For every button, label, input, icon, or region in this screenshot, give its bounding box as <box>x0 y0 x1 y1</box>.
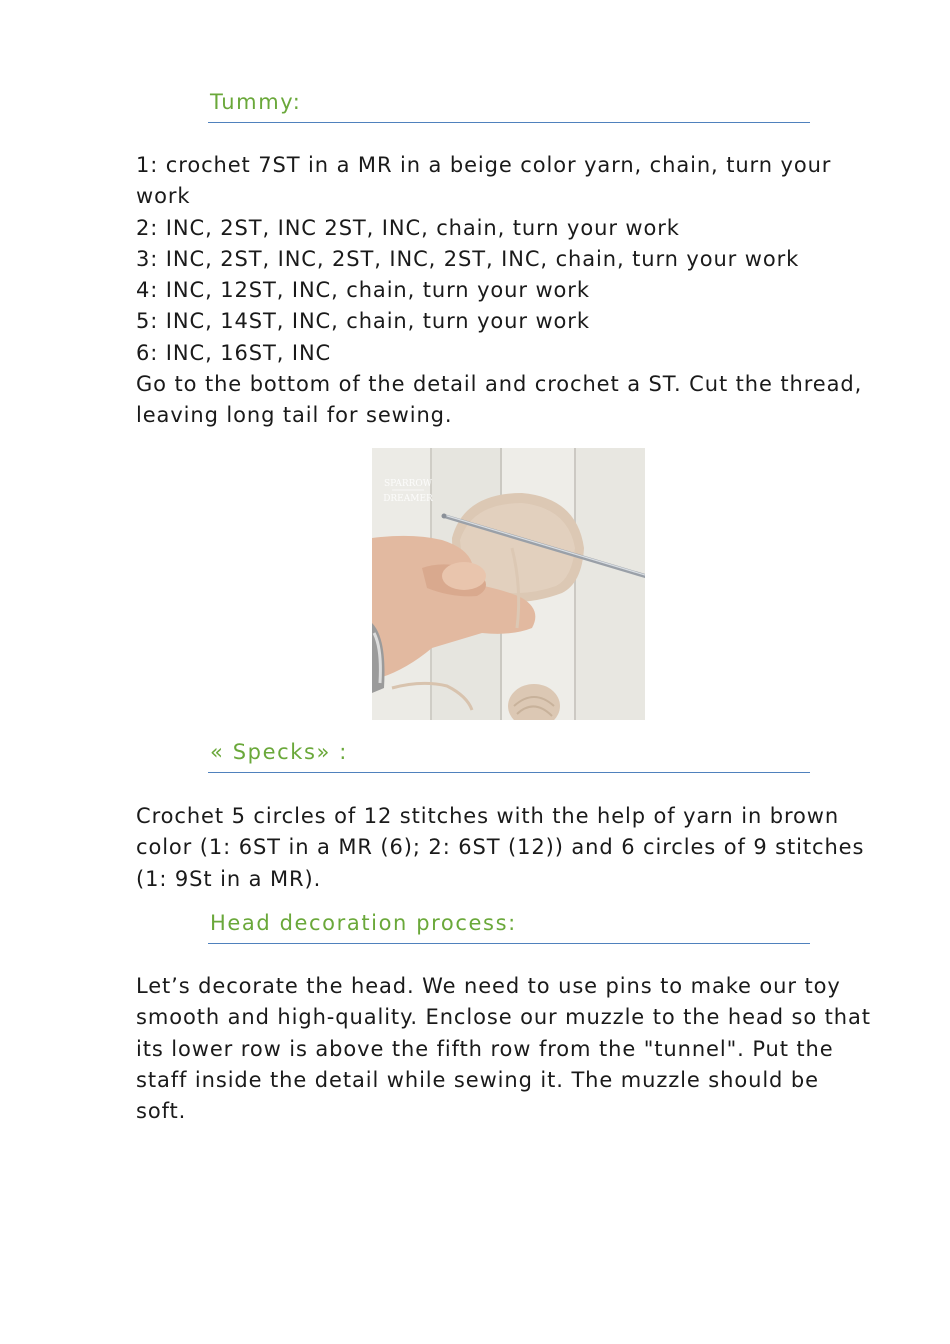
specks-heading: « Specks» : <box>208 740 810 773</box>
tummy-row-5: 5: INC, 14ST, INC, chain, turn your work <box>136 309 590 334</box>
tummy-finish-note: Go to the bottom of the detail and crochet a ST. Cut the thread, leaving long tail for sewing. <box>136 372 863 428</box>
tummy-instructions <box>136 150 876 432</box>
tummy-row-3: 3: INC, 2ST, INC, 2ST, INC, 2ST, INC, chain, turn your work <box>136 246 800 271</box>
tummy-photo <box>372 448 645 720</box>
tummy-heading: Tummy: <box>208 90 810 123</box>
head-decoration-instructions: Let’s decorate the head. We need to use pins to make our toy smooth and high-quality. Enclose our muzzle to the head so that its lower row is above the fifth row from the "tunnel". Put the staff inside the detail while sewing it. The muzzle should be soft. <box>136 974 871 1124</box>
specks-instructions: Crochet 5 circles of 12 stitches with the help of yarn in brown color (1: 6ST in a MR (6); 2: 6ST (12)) and 6 circles of 9 stitches (1: 9St in a MR). <box>136 804 865 891</box>
watermark-line-1: SPARROW <box>383 479 433 489</box>
tummy-row-2: 2: INC, 2ST, INC 2ST, INC, chain, turn your work <box>136 215 680 240</box>
watermark-line-2: DREAMER <box>383 494 433 504</box>
tummy-row-4: 4: INC, 12ST, INC, chain, turn your work <box>136 278 590 303</box>
tummy-row-6: 6: INC, 16ST, INC <box>136 340 332 365</box>
head-decoration-heading: Head decoration process: <box>208 911 810 944</box>
tummy-row-1: 1: crochet 7ST in a MR in a beige color yarn, chain, turn your work <box>136 153 832 209</box>
